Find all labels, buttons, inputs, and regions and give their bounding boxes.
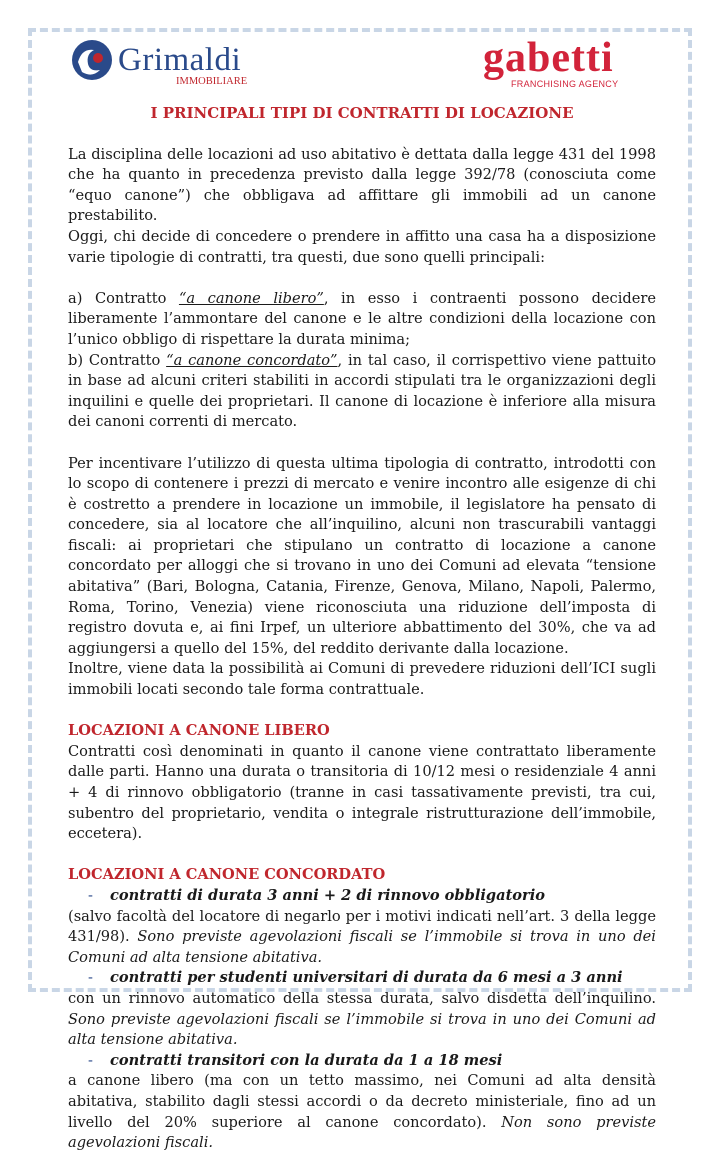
- type-b-prefix: b) Contratto: [68, 351, 167, 369]
- dash-bullet: -: [88, 969, 93, 987]
- gabetti-logo-name: gabetti: [483, 35, 614, 81]
- header: [68, 35, 658, 100]
- type-a-text: , in esso i contraenti possono decidere liberamente l’ammontare del canone e le altre condizioni della locazione con l’unico obbligo di rispettare la durata minima;: [68, 289, 656, 348]
- section-heading-libero: LOCAZIONI A CANONE LIBERO: [68, 722, 330, 740]
- dash-bullet: -: [88, 1051, 93, 1069]
- type-a-name: “a canone libero”: [178, 289, 324, 307]
- gabetti-logo-sub: FRANCHISING AGENCY: [511, 79, 619, 89]
- type-b-name: “a canone concordato”: [166, 351, 338, 369]
- concordato-item-2-title: [68, 968, 656, 989]
- incentives-paragraph-1: Per incentivare l’utilizzo di questa ultima tipologia di contratto, introdotti con lo scopo di contenere i prezzi di mercato e venire incontro alle esigenze di chi è costretto a prendere in locazione un immobile, il legislatore ha pensato di concedere, sia al locatore che all’inquilino, alcuni non trascurabili vantaggi fiscali: ai proprietari che stipulano un contratto di locazione a canone concordato per alloggi che si trovano in uno dei Comuni ad elevata “tensione abitativa” (Bari, Bologna, Catania, Firenze, Genova, Milano, Napoli, Palermo, Roma, Torino, Venezia) viene riconosciuta una riduzione dell’imposta di registro dovuta e, ai fini Irpef, un ulteriore abbattimento del 30%, che va ad aggiungersi a quello del 15%, del reddito derivante dalla locazione.: [68, 454, 656, 657]
- libero-paragraph: Contratti così denominati in quanto il canone viene contrattato liberamente dalle parti. Hanno una durata o transitoria di 10/12 mesi o residenziale 4 anni + 4 di rinnovo obbligatorio (tranne in casi tassativamente previsti, tra cui, subentro del proprietario, vendita o integrale ristrutturazione dell’immobile, eccetera).: [68, 742, 656, 843]
- type-a-prefix: a) Contratto: [68, 289, 179, 307]
- gabetti-logo: [483, 35, 658, 98]
- dash-bullet: -: [88, 886, 93, 904]
- item-text: a canone libero (ma con un tetto massimo, nei Comuni ad alta densità abitativa, stabilito dagli stessi accordi o da decreto ministeriale, fino ad un livello del 20% superiore al canone concordato).: [68, 1072, 656, 1131]
- incentives-paragraph-2: Inoltre, viene data la possibilità ai Comuni di prevedere riduzioni dell’ICI sugli immobili locati secondo tale forma contrattuale.: [68, 660, 656, 699]
- type-b-text: , in tal caso, il corrispettivo viene pattuito in base ad alcuni criteri stabiliti in accordi stipulati tra le organizzazioni degli inquilini e quelle dei proprietari. Il canone di locazione è inferiore alla misura dei canoni correnti di mercato.: [68, 351, 656, 431]
- item-title: contratti di durata 3 anni + 2 di rinnovo obbligatorio: [110, 886, 546, 904]
- concordato-item-3-text: [68, 1071, 656, 1153]
- contract-type-a: [68, 289, 656, 351]
- section-heading-concordato: LOCAZIONI A CANONE CONCORDATO: [68, 866, 386, 884]
- item-title: contratti per studenti universitari di durata da 6 mesi a 3 anni: [110, 969, 623, 987]
- document-body: [68, 103, 656, 1154]
- concordato-item-1-text: [68, 907, 656, 969]
- contract-type-b: [68, 351, 656, 433]
- item-note: Sono previste agevolazioni fiscali se l’immobile si trova in uno dei Comuni ad alta tensione abitativa.: [68, 1010, 656, 1049]
- item-text: con un rinnovo automatico della stessa durata, salvo disdetta dell’inquilino.: [68, 989, 656, 1007]
- item-title: contratti transitori con la durata da 1 a 18 mesi: [110, 1051, 503, 1069]
- page-title: I PRINCIPALI TIPI DI CONTRATTI DI LOCAZIONE: [150, 104, 574, 122]
- intro-paragraph-2: Oggi, chi decide di concedere o prendere in affitto una casa ha a disposizione varie tipologie di contratti, tra questi, due sono quelli principali:: [68, 227, 656, 266]
- concordato-item-1-title: [68, 886, 656, 907]
- grimaldi-logo-sub: IMMOBILIARE: [176, 76, 248, 87]
- concordato-item-3-title: [68, 1051, 656, 1072]
- concordato-item-2-text: [68, 989, 656, 1051]
- grimaldi-logo-icon: [68, 38, 116, 82]
- item-note: Non sono previste agevolazioni fiscali.: [68, 1113, 656, 1152]
- item-note: Sono previste agevolazioni fiscali se l’immobile si trova in uno dei Comuni ad alta tensione abitativa.: [68, 928, 656, 966]
- intro-paragraph-1: La disciplina delle locazioni ad uso abitativo è dettata dalla legge 431 del 1998 che ha quanto in precedenza previsto dalla legge 392/78 (conosciuta come “equo canone”) che obbligava ad affittare gli immobili ad un canone prestabilito.: [68, 145, 656, 225]
- item-text: (salvo facoltà del locatore di negarlo per i motivi indicati nell’art. 3 della legge 431/98).: [68, 907, 656, 946]
- grimaldi-logo-name: Grimaldi: [118, 42, 242, 78]
- grimaldi-logo: [68, 38, 278, 96]
